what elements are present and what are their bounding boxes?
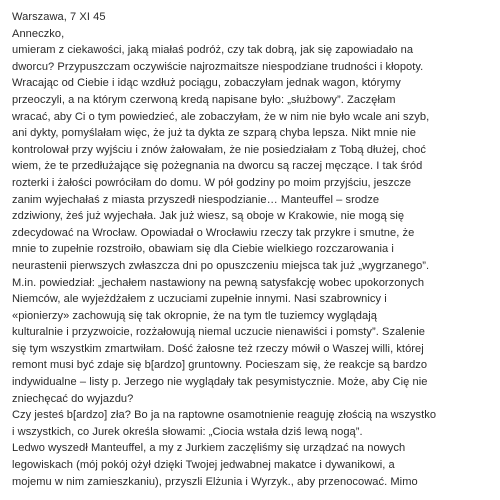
letter-line: zanim wyjechałaś z miasta przyszedł niespodzianie… Manteuffel – srodze <box>12 193 380 206</box>
letter-line: ani dykty, pomyślałam więc, że już ta dykta ze szparą chyba lepsza. Nikt mnie nie <box>12 127 417 140</box>
letter-line: Wracając od Ciebie i idąc wzdłuż pociągu, zobaczyłam jednak wagon, którymy <box>12 77 401 90</box>
letter-line: wiem, że te przedłużające się pożegnania na dworcu są raczej męczące. I tak śród <box>12 160 423 173</box>
letter-line: remont musi być zdaje się b[ardzo] gruntowny. Pocieszam się, że reakcje są bardzo <box>12 359 428 372</box>
letter-line: zdziwiony, żeś już wyjechała. Jak już wiesz, są oboje w Krakowie, nie mogą się <box>12 210 405 223</box>
letter-line: Ledwo wyszedł Manteuffel, a my z Jurkiem zaczęliśmy się urządzać na nowych <box>12 442 406 455</box>
letter-line: zniechęcać do wyjazdu? <box>12 392 134 405</box>
letter-heading: Warszawa, 7 XI 45 <box>12 11 106 23</box>
letter-line: mojemu w nim zamieszkaniu), przyszli Elżunia i Wyrzyk., aby przenocować. Mimo <box>12 475 418 488</box>
letter-line: Niemców, ale wyjeżdżałem z uczuciami zupełnie innymi. Nasi szabrownicy i <box>12 293 387 306</box>
letter-line: «pionierzy» zachowują się tak okropnie, że na tym tle tuziemcy wyglądają <box>12 309 377 322</box>
letter-line: się tym wszystkim zmartwiłam. Dość żałosne też rzeczy mówił o Waszej willi, której <box>12 342 424 355</box>
letter-line: indywidualne – listy p. Jerzego nie wyglądały tak pesymistycznie. Może, aby Cię nie <box>12 376 428 389</box>
letter-line: wracać, aby Ci o tym powiedzieć, ale zobaczyłam, że w nim nie było wcale ani szyb, <box>12 110 430 123</box>
letter-body <box>12 9 492 490</box>
letter-line: przeoczyli, a na którym czerwoną kredą napisane było: „służbowy”. Zaczęłam <box>12 93 396 106</box>
letter-line: mnie to zupełnie rozstroiło, obawiam się dla Ciebie wielkiego rozczarowania i <box>12 243 394 256</box>
letter-line: Anneczko, <box>12 27 65 40</box>
letter-line: umieram z ciekawości, jaką miałaś podróż, czy tak dobrą, jak się zapowiadało na <box>12 44 414 57</box>
letter-line: legowiskach (mój pokój ożył dzięki Twojej jedwabnej makatce i dywanikowi, a <box>12 459 395 472</box>
letter-line: i wszystkich, co Jurek określa słowami: „Ciocia wstała dziś lewą nogą”. <box>12 425 363 438</box>
letter-line: dworcu? Przypuszczam oczywiście najrozmaitsze niespodziane trudności i kłopoty. <box>12 60 424 73</box>
letter-line: M.in. powiedział: „jechałem nastawiony na pewną satysfakcję wobec upokorzonych <box>12 276 425 289</box>
letter-line: neurastenii pierwszych zwłaszcza dni po opuszczeniu miejsca tak już „wygrzanego”. <box>12 259 430 272</box>
letter-line: Czy jesteś b[ardzo] zła? Bo ja na raptowne osamotnienie reaguję złością na wszystko <box>12 409 437 422</box>
letter-line: zdecydować na Wrocław. Opowiadał o Wrocławiu rzeczy tak przykre i smutne, że <box>12 226 415 239</box>
letter-line: kulturalnie i przyzwoicie, rozżałowują niemal uczucie nienawiści i pomsty”. Szalenie <box>12 326 425 339</box>
letter-line: kontrolował przy wyjściu i znów żałowałam, że nie posiedziałam z Tobą dłużej, choć <box>12 143 426 156</box>
letter-line: rozterki i żałości powróciłam do domu. W pół godziny po moim przyjściu, jeszcze <box>12 176 412 189</box>
